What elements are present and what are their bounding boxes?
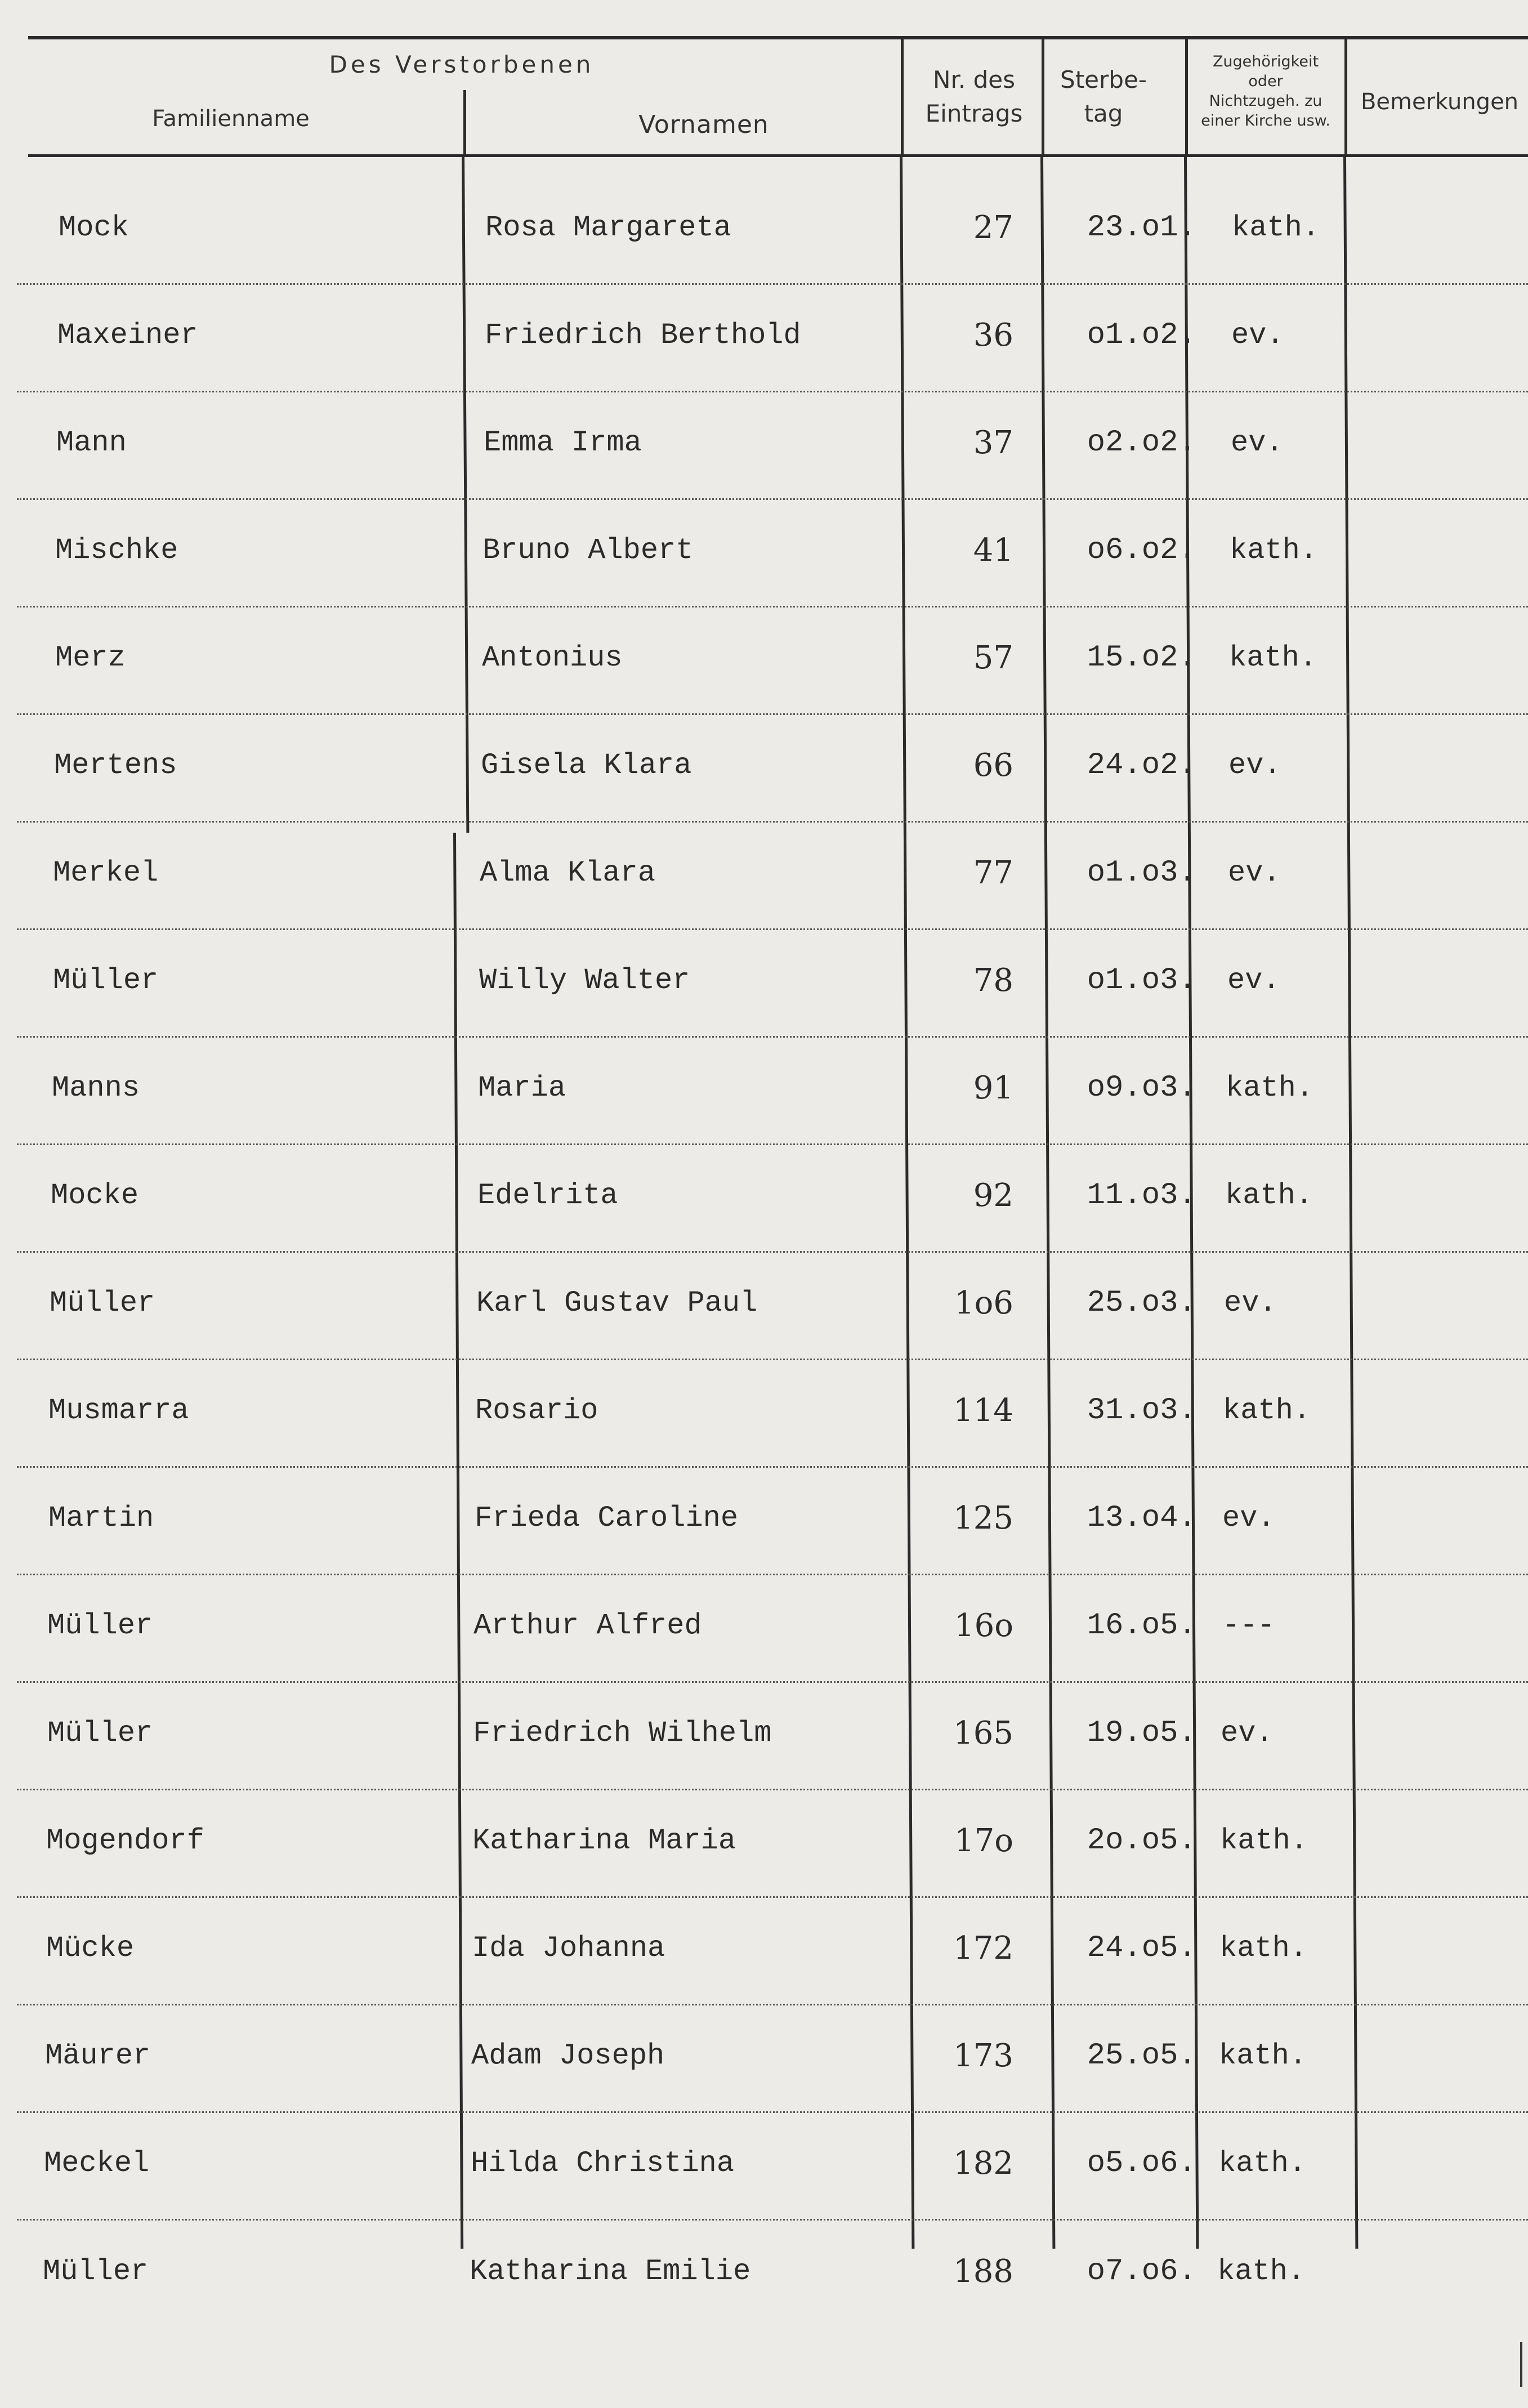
- row-divider: [17, 1359, 1528, 1360]
- cell-nr: 173: [953, 2038, 1013, 2074]
- cell-familienname: Mann: [56, 426, 127, 459]
- row-divider: [17, 1574, 1528, 1575]
- table-row: [17, 616, 1528, 723]
- cell-sterbetag: o2.o2.: [1087, 426, 1196, 460]
- table-row: [17, 1046, 1528, 1153]
- cell-zugehoerigkeit: ev.: [1231, 319, 1284, 352]
- cell-vornamen: Bruno Albert: [482, 534, 694, 567]
- cell-sterbetag: 25.o5.: [1087, 2039, 1196, 2073]
- cell-sterbetag: 16.o5.: [1087, 1609, 1196, 1643]
- table-row: [17, 293, 1528, 400]
- cell-vornamen: Emma Irma: [484, 426, 642, 459]
- cell-nr: 66: [973, 747, 1013, 784]
- header-zug-line-2: oder: [1248, 73, 1283, 90]
- cell-zugehoerigkeit: ev.: [1231, 426, 1284, 459]
- header-zug-line-1: Zugehörigkeit: [1212, 53, 1319, 70]
- table-row: [17, 2230, 1528, 2336]
- cell-nr: 91: [973, 1070, 1013, 1106]
- row-divider: [17, 1251, 1528, 1253]
- cell-familienname: Mogendorf: [46, 1824, 204, 1857]
- cell-familienname: Merkel: [53, 856, 159, 890]
- cell-vornamen: Alma Klara: [480, 856, 656, 890]
- header-zug-line-3: Nichtzugeh. zu: [1209, 92, 1323, 110]
- cell-sterbetag: o1.o3.: [1087, 963, 1196, 998]
- row-divider: [17, 391, 1528, 392]
- header-zugehoerigkeit: [1187, 52, 1344, 131]
- cell-vornamen: Adam Joseph: [471, 2039, 665, 2072]
- cell-vornamen: Friedrich Berthold: [485, 319, 801, 352]
- cell-vornamen: Katharina Maria: [472, 1824, 736, 1857]
- cell-vornamen: Friedrich Wilhelm: [473, 1717, 772, 1750]
- cell-zugehoerigkeit: kath.: [1225, 1179, 1313, 1212]
- cell-familienname: Merz: [55, 641, 126, 674]
- cell-sterbetag: o5.o6.: [1087, 2146, 1196, 2181]
- cell-zugehoerigkeit: ev.: [1224, 1286, 1277, 1320]
- cell-zugehoerigkeit: kath.: [1226, 1071, 1314, 1105]
- cell-vornamen: Katharina Emilie: [470, 2255, 751, 2288]
- cell-familienname: Martin: [48, 1502, 154, 1535]
- cell-sterbetag: 24.o2.: [1087, 748, 1196, 783]
- cell-familienname: Müller: [50, 1286, 155, 1320]
- header-top-rule: [28, 36, 1528, 39]
- cell-zugehoerigkeit: kath.: [1229, 641, 1317, 674]
- cell-zugehoerigkeit: kath.: [1218, 2147, 1307, 2180]
- header-bottom-rule: [28, 154, 1528, 157]
- cell-nr: 172: [953, 1930, 1013, 1967]
- cell-nr: 77: [973, 855, 1013, 891]
- cell-sterbetag: 23.o1.: [1087, 211, 1196, 245]
- header-divider-zug-bem: [1344, 39, 1347, 157]
- cell-sterbetag: 15.o2.: [1087, 641, 1196, 675]
- cell-zugehoerigkeit: ---: [1222, 1609, 1275, 1642]
- row-divider: [17, 1896, 1528, 1898]
- cell-sterbetag: o1.o3.: [1087, 856, 1196, 890]
- cell-sterbetag: o7.o6.: [1087, 2254, 1196, 2289]
- header-sterbetag-line-2: tag: [1084, 100, 1123, 127]
- cell-zugehoerigkeit: kath.: [1223, 1394, 1311, 1427]
- cell-nr: 114: [953, 1392, 1013, 1429]
- cell-nr: 182: [953, 2145, 1013, 2182]
- row-divider: [17, 1681, 1528, 1683]
- cell-sterbetag: o6.o2.: [1087, 533, 1196, 568]
- row-divider: [17, 1466, 1528, 1468]
- cell-vornamen: Hilda Christina: [471, 2147, 735, 2180]
- cell-sterbetag: 24.o5.: [1087, 1931, 1196, 1965]
- header-divider-vor-nr: [901, 39, 904, 157]
- cell-nr: 125: [953, 1500, 1013, 1536]
- header-nr-des-eintrags: [906, 63, 1042, 131]
- header-des-verstorbenen: Des Verstorbenen: [329, 51, 595, 78]
- header-nr-line-1: Nr. des: [933, 66, 1015, 93]
- table-row: [17, 2121, 1528, 2228]
- header-nr-line-2: Eintrags: [925, 100, 1023, 127]
- cell-sterbetag: o9.o3.: [1087, 1071, 1196, 1105]
- cell-sterbetag: 11.o3.: [1087, 1178, 1196, 1213]
- header-sterbetag: [1044, 63, 1163, 131]
- row-divider: [17, 606, 1528, 607]
- cell-vornamen: Rosario: [475, 1394, 598, 1427]
- cell-familienname: Mäurer: [45, 2039, 151, 2072]
- cell-zugehoerigkeit: kath.: [1232, 211, 1320, 244]
- page-edge-mark: [1520, 2342, 1522, 2387]
- header-sterbetag-line-1: Sterbe-: [1060, 66, 1147, 93]
- header-bemerkungen: Bemerkungen: [1360, 89, 1519, 115]
- cell-nr: 57: [973, 640, 1013, 676]
- cell-familienname: Mischke: [55, 534, 178, 567]
- table-row: [17, 1799, 1528, 1906]
- cell-vornamen: Antonius: [482, 641, 623, 674]
- cell-sterbetag: 2o.o5.: [1087, 1824, 1196, 1858]
- table-row: [17, 1906, 1528, 2013]
- cell-zugehoerigkeit: kath.: [1230, 534, 1318, 567]
- row-divider: [17, 1143, 1528, 1145]
- table-row: [17, 1154, 1528, 1261]
- cell-zugehoerigkeit: kath.: [1219, 2039, 1307, 2072]
- header-divider-ster-zug: [1185, 39, 1188, 157]
- cell-familienname: Müller: [43, 2255, 149, 2288]
- cell-zugehoerigkeit: ev.: [1221, 1717, 1274, 1750]
- cell-sterbetag: 13.o4.: [1087, 1501, 1196, 1535]
- table-row: [17, 831, 1528, 938]
- cell-zugehoerigkeit: ev.: [1222, 1502, 1275, 1535]
- row-divider: [17, 2219, 1528, 2221]
- header-divider-nr-ster: [1042, 39, 1044, 157]
- cell-vornamen: Frieda Caroline: [475, 1502, 739, 1535]
- cell-vornamen: Rosa Margareta: [485, 211, 731, 244]
- row-divider: [17, 1036, 1528, 1038]
- cell-familienname: Musmarra: [48, 1394, 189, 1427]
- cell-familienname: Mertens: [54, 749, 177, 782]
- cell-vornamen: Karl Gustav Paul: [476, 1286, 758, 1320]
- cell-familienname: Maxeiner: [57, 319, 198, 352]
- cell-nr: 188: [953, 2253, 1013, 2290]
- cell-familienname: Müller: [47, 1717, 153, 1750]
- table-row: [17, 939, 1528, 1046]
- cell-familienname: Müller: [47, 1609, 153, 1642]
- cell-nr: 165: [953, 1715, 1013, 1752]
- table-row: [17, 508, 1528, 615]
- cell-familienname: Meckel: [44, 2147, 150, 2180]
- cell-nr: 36: [973, 317, 1013, 354]
- row-divider: [17, 2004, 1528, 2005]
- cell-sterbetag: o1.o2.: [1087, 318, 1196, 352]
- cell-zugehoerigkeit: kath.: [1217, 2255, 1306, 2288]
- table-row: [17, 723, 1528, 830]
- cell-nr: 27: [973, 209, 1013, 246]
- row-divider: [17, 821, 1528, 823]
- row-divider: [17, 498, 1528, 500]
- header-vornamen: Vornamen: [638, 110, 769, 139]
- cell-nr: 37: [973, 425, 1013, 461]
- table-row: [17, 1476, 1528, 1583]
- cell-nr: 17o: [954, 1822, 1013, 1859]
- row-divider: [17, 713, 1528, 715]
- cell-familienname: Mücke: [46, 1932, 135, 1965]
- header-zug-line-4: einer Kirche usw.: [1201, 112, 1330, 129]
- cell-vornamen: Edelrita: [477, 1179, 618, 1212]
- row-divider: [17, 1789, 1528, 1790]
- cell-zugehoerigkeit: ev.: [1227, 964, 1280, 997]
- cell-nr: 16o: [954, 1607, 1013, 1644]
- cell-familienname: Mock: [59, 211, 129, 244]
- cell-sterbetag: 25.o3.: [1087, 1286, 1196, 1320]
- cell-zugehoerigkeit: kath.: [1220, 1824, 1308, 1857]
- header-familienname: Familienname: [152, 106, 310, 132]
- cell-nr: 41: [973, 532, 1013, 569]
- cell-vornamen: Maria: [478, 1071, 566, 1105]
- cell-sterbetag: 31.o3.: [1087, 1393, 1196, 1428]
- cell-nr: 92: [973, 1177, 1013, 1214]
- table-row: [17, 1584, 1528, 1691]
- row-divider: [17, 283, 1528, 285]
- row-divider: [17, 928, 1528, 930]
- cell-nr: 78: [973, 962, 1013, 999]
- table-row: [17, 401, 1528, 508]
- cell-vornamen: Ida Johanna: [472, 1932, 665, 1965]
- cell-familienname: Müller: [53, 964, 159, 997]
- table-row: [17, 2014, 1528, 2121]
- table-row: [17, 1261, 1528, 1368]
- cell-zugehoerigkeit: kath.: [1219, 1932, 1308, 1965]
- table-row: [17, 1369, 1528, 1476]
- table-row: [17, 1691, 1528, 1798]
- cell-nr: 1o6: [954, 1285, 1013, 1321]
- header-divider-fam-vor: [463, 90, 466, 157]
- cell-familienname: Mocke: [51, 1179, 139, 1212]
- cell-zugehoerigkeit: ev.: [1228, 749, 1281, 782]
- cell-zugehoerigkeit: ev.: [1228, 856, 1281, 890]
- cell-vornamen: Arthur Alfred: [473, 1609, 702, 1642]
- cell-sterbetag: 19.o5.: [1087, 1716, 1196, 1750]
- cell-vornamen: Willy Walter: [479, 964, 690, 997]
- table-row: [17, 186, 1528, 293]
- cell-familienname: Manns: [52, 1071, 140, 1105]
- cell-vornamen: Gisela Klara: [481, 749, 692, 782]
- row-divider: [17, 2111, 1528, 2113]
